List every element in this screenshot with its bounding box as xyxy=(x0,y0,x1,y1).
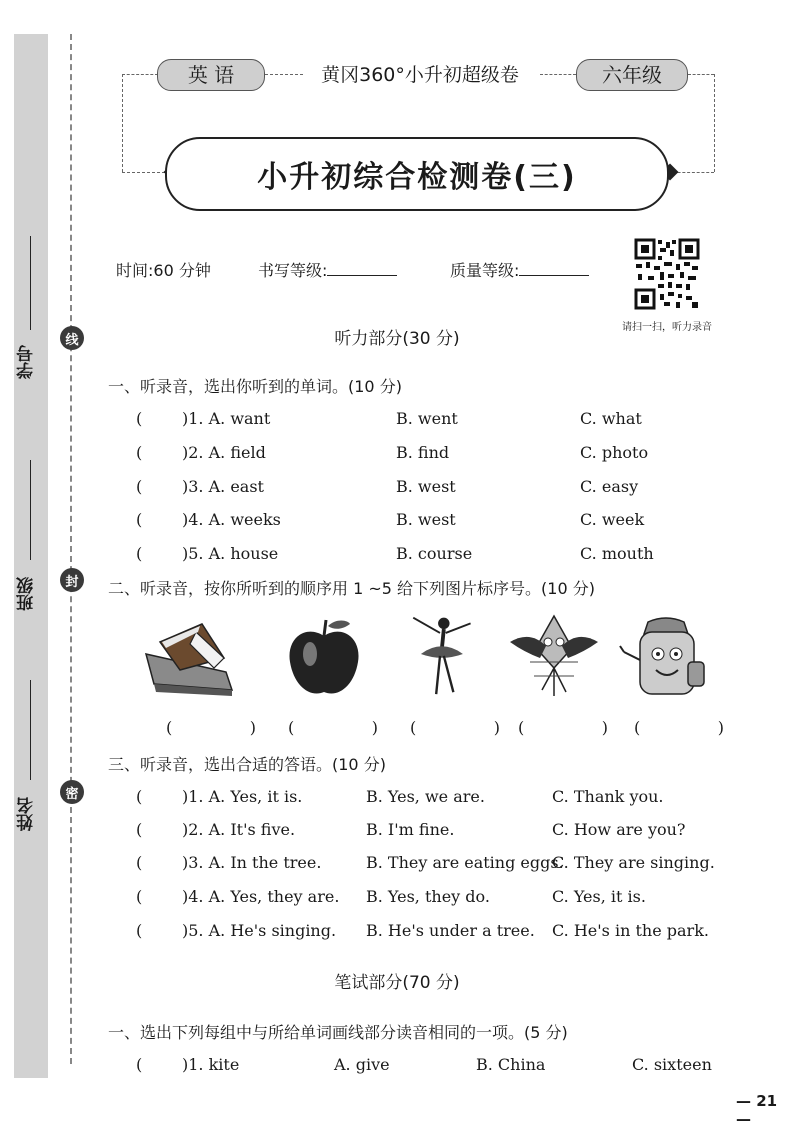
grade-pill: 六年级 xyxy=(576,59,688,91)
listening-section-2-title: 二、听录音，按你所听到的顺序用 1 ~5 给下列图片标序号。(10 分) xyxy=(108,579,595,598)
question-option-c: C. Yes, it is. xyxy=(552,887,646,906)
question-option-a: )1. A. Yes, it is. xyxy=(182,787,303,806)
question-option-c: C. week xyxy=(580,510,645,529)
qr-code-icon[interactable] xyxy=(634,238,700,310)
header-dash xyxy=(714,74,715,172)
listening-section-3-title: 三、听录音，选出合适的答语。(10 分) xyxy=(108,755,386,774)
answer-blank[interactable]: ( xyxy=(136,887,143,906)
answer-blank[interactable]: ( xyxy=(136,409,143,428)
question-row xyxy=(136,1053,736,1077)
question-option-c: C. He's in the park. xyxy=(552,921,709,940)
page-title: 小升初综合检测卷(三) xyxy=(165,137,669,211)
binding-cut-line xyxy=(70,34,72,1064)
question-option-a: )2. A. It's five. xyxy=(182,820,296,839)
question-option-c: C. mouth xyxy=(580,544,654,563)
question-option-b: B. course xyxy=(396,544,473,563)
question-option-b: B. China xyxy=(476,1055,546,1074)
answer-blank[interactable]: ( xyxy=(136,820,143,839)
picture-answer-blank[interactable]: ( ) xyxy=(166,718,256,737)
question-option-b: B. went xyxy=(396,409,458,428)
student-id-blank xyxy=(30,236,31,330)
answer-blank[interactable]: ( xyxy=(136,443,143,462)
header-dash xyxy=(265,74,303,75)
seal-line: 线 xyxy=(60,326,84,350)
question-row xyxy=(136,919,736,943)
question-option-c: C. what xyxy=(580,409,642,428)
question-option-b: B. find xyxy=(396,443,450,462)
ballerina-picture xyxy=(392,610,488,696)
question-row xyxy=(136,407,736,431)
class-blank xyxy=(30,460,31,560)
name-blank xyxy=(30,680,31,780)
question-row xyxy=(136,475,736,499)
question-option-b: B. west xyxy=(396,477,456,496)
picture-answer-blank[interactable]: ( ) xyxy=(410,718,500,737)
question-option-c: C. sixteen xyxy=(632,1055,712,1074)
question-option-b: B. I'm fine. xyxy=(366,820,455,839)
quality-grade-label: 质量等级: xyxy=(450,261,520,280)
writing-grade xyxy=(258,258,397,281)
question-option-b: B. Yes, we are. xyxy=(366,787,485,806)
answer-blank[interactable]: ( xyxy=(136,921,143,940)
question-row xyxy=(136,851,736,875)
question-option-b: B. west xyxy=(396,510,456,529)
binding-strip xyxy=(14,34,48,1078)
question-option-a: )3. A. In the tree. xyxy=(182,853,322,872)
picture-answer-blank[interactable]: ( ) xyxy=(288,718,378,737)
question-row xyxy=(136,441,736,465)
seal-seal: 封 xyxy=(60,568,84,592)
answer-blank[interactable]: ( xyxy=(136,1055,143,1074)
question-option-a: )2. A. field xyxy=(182,443,266,462)
apple-picture xyxy=(276,614,372,700)
question-option-c: C. easy xyxy=(580,477,639,496)
question-stem: )1. kite xyxy=(182,1055,240,1074)
question-row xyxy=(136,508,736,532)
question-row xyxy=(136,542,736,566)
question-option-c: C. photo xyxy=(580,443,649,462)
question-option-c: C. They are singing. xyxy=(552,853,715,872)
question-option-a: )4. A. Yes, they are. xyxy=(182,887,340,906)
question-row xyxy=(136,818,736,842)
picture-answer-blank[interactable]: ( ) xyxy=(634,718,724,737)
question-row xyxy=(136,885,736,909)
question-option-a: A. give xyxy=(334,1055,390,1074)
question-option-a: )1. A. want xyxy=(182,409,271,428)
quality-grade xyxy=(450,258,589,281)
listening-section-1-title: 一、听录音，选出你听到的单词。(10 分) xyxy=(108,377,402,396)
qr-caption: 请扫一扫，听力录音 xyxy=(622,322,712,333)
cake-picture xyxy=(140,614,236,700)
question-option-a: )5. A. He's singing. xyxy=(182,921,337,940)
listening-part-title: 听力部分(30 分) xyxy=(334,329,460,349)
answer-blank[interactable]: ( xyxy=(136,544,143,563)
schoolbag-picture xyxy=(618,614,714,700)
writing-part-title: 笔试部分(70 分) xyxy=(334,973,460,993)
question-option-b: B. Yes, they do. xyxy=(366,887,490,906)
writing-grade-blank[interactable] xyxy=(327,261,397,276)
quality-grade-blank[interactable] xyxy=(519,261,589,276)
header-dash xyxy=(540,74,576,75)
picture-answer-blank[interactable]: ( ) xyxy=(518,718,608,737)
answer-blank[interactable]: ( xyxy=(136,510,143,529)
name-label: 姓名 xyxy=(17,797,37,831)
answer-blank[interactable]: ( xyxy=(136,787,143,806)
header-dash xyxy=(122,74,158,75)
question-option-c: C. Thank you. xyxy=(552,787,664,806)
question-option-b: B. He's under a tree. xyxy=(366,921,535,940)
question-option-a: )4. A. weeks xyxy=(182,510,281,529)
question-option-a: )5. A. house xyxy=(182,544,279,563)
question-option-c: C. How are you? xyxy=(552,820,686,839)
answer-blank[interactable]: ( xyxy=(136,853,143,872)
class-label: 班级 xyxy=(17,577,37,611)
page-number: — 21 — xyxy=(736,1092,778,1128)
question-option-a: )3. A. east xyxy=(182,477,264,496)
header-dash xyxy=(688,74,714,75)
time-limit: 时间:60 分钟 xyxy=(116,261,211,280)
writing-grade-label: 书写等级: xyxy=(258,261,328,280)
answer-blank[interactable]: ( xyxy=(136,477,143,496)
student-id-label: 学号 xyxy=(17,345,37,379)
subject-pill: 英 语 xyxy=(157,59,265,91)
question-row xyxy=(136,785,736,809)
question-option-b: B. They are eating eggs. xyxy=(366,853,564,872)
series-title: 黄冈360°小升初超级卷 xyxy=(321,64,519,86)
writing-section-1-title: 一、选出下列每组中与所给单词画线部分读音相同的一项。(5 分) xyxy=(108,1023,568,1042)
kite-picture xyxy=(506,612,602,698)
seal-secret: 密 xyxy=(60,780,84,804)
header-dash xyxy=(122,74,123,172)
